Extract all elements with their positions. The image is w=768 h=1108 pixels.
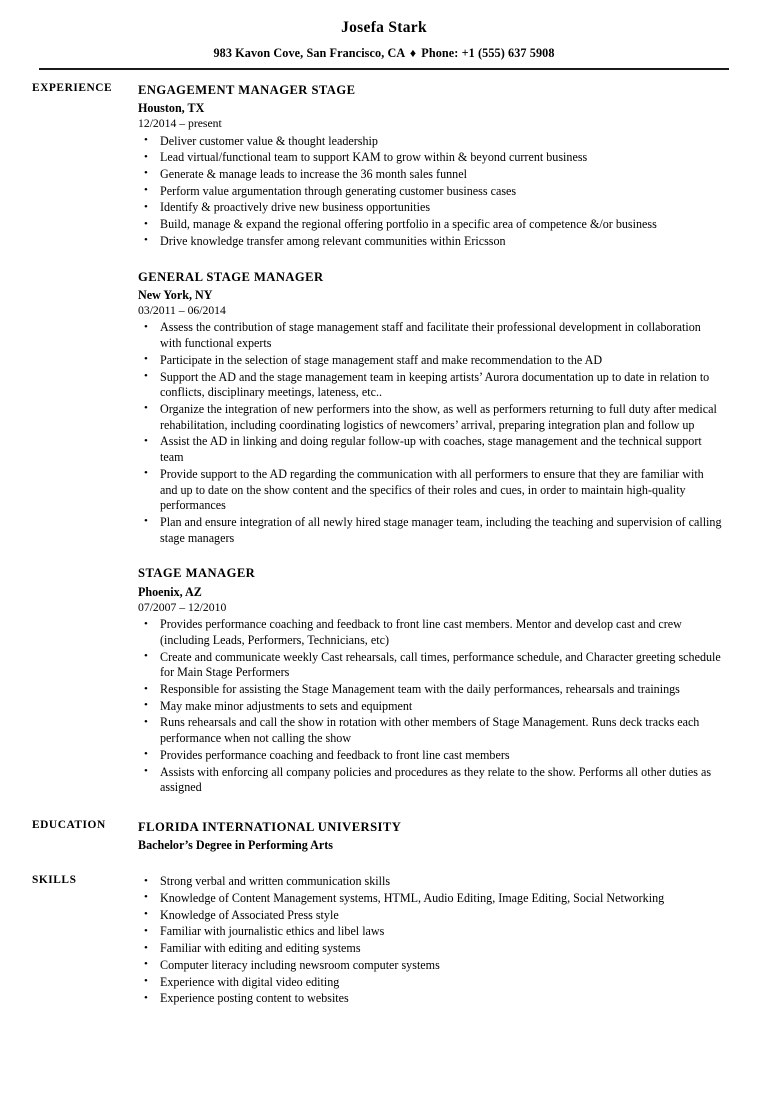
job-dates: 03/2011 – 06/2014 xyxy=(138,304,226,318)
bullet-item: • Participate in the selection of stage management staff and make recommendation to the AD xyxy=(138,353,722,369)
bullet-item: • Provide support to the AD regarding the communication with all performers to ensure that they are familiar with and up to date on the show content and the specifics of their roles and cues, in order to maintain high-quality performances xyxy=(138,467,722,514)
bullet-item: • Responsible for assisting the Stage Management team with the daily performances, rehearsals and trainings xyxy=(138,682,722,698)
skills-section-label: SKILLS xyxy=(32,874,77,887)
bullet-item: • Assist the AD in linking and doing regular follow-up with coaches, stage management and the technical support team xyxy=(138,434,722,465)
education-section xyxy=(0,818,768,854)
bullet-item: • Assess the contribution of stage management staff and facilitate their professional development in collaboration with functional experts xyxy=(138,320,722,351)
bullet-item: • Organize the integration of new performers into the show, as well as performers returning to full duty after medical rehabilitation, including coordinating logistics of newcomers’ arrival, preparing integration plan and follow up xyxy=(138,402,722,433)
skill-item: • Experience posting content to websites xyxy=(138,991,722,1007)
experience-entries xyxy=(138,81,722,796)
bullet-list xyxy=(138,134,722,250)
skills-list xyxy=(138,874,722,1007)
education-degree: Bachelor’s Degree in Performing Arts xyxy=(138,838,334,853)
contact-line xyxy=(0,46,768,62)
bullet-item: • Perform value argumentation through generating customer business cases xyxy=(138,184,722,200)
skill-item: • Strong verbal and written communication skills xyxy=(138,874,722,890)
bullet-item: • Generate & manage leads to increase the 36 month sales funnel xyxy=(138,167,722,183)
bullet-list xyxy=(138,617,722,796)
experience-section xyxy=(0,81,768,796)
education-school: FLORIDA INTERNATIONAL UNIVERSITY xyxy=(138,820,402,835)
bullet-item: • Identify & proactively drive new business opportunities xyxy=(138,200,722,216)
bullet-item: • Provides performance coaching and feedback to front line cast members. Mentor and develop cast and crew (including Leads, Performers, Technicians, etc) xyxy=(138,617,722,648)
resume-header xyxy=(0,0,768,70)
skill-item: • Experience with digital video editing xyxy=(138,975,722,991)
candidate-name: Josefa Stark xyxy=(341,19,427,36)
contact-phone: Phone: +1 (555) 637 5908 xyxy=(421,45,555,60)
diamond-separator-icon: ♦ xyxy=(409,45,417,60)
job-location: Phoenix, AZ xyxy=(138,584,202,599)
skill-item: • Knowledge of Content Management systems, HTML, Audio Editing, Image Editing, Social Networking xyxy=(138,891,722,907)
skill-item: • Familiar with journalistic ethics and libel laws xyxy=(138,924,722,940)
bullet-item: • Deliver customer value & thought leadership xyxy=(138,134,722,150)
bullet-item: • Assists with enforcing all company policies and procedures as they relate to the show. Performs all other duties as assigned xyxy=(138,765,722,796)
bullet-list xyxy=(138,320,722,546)
job-title: GENERAL STAGE MANAGER xyxy=(138,269,324,284)
bullet-item: • May make minor adjustments to sets and equipment xyxy=(138,699,722,715)
job-title: ENGAGEMENT MANAGER STAGE xyxy=(138,82,356,97)
skills-section xyxy=(0,873,768,1007)
education-section-label: EDUCATION xyxy=(32,819,106,832)
job-location: Houston, TX xyxy=(138,101,205,116)
bullet-item: • Create and communicate weekly Cast rehearsals, call times, performance schedule, and Character greeting schedule for Main Stage Performers xyxy=(138,650,722,681)
bullet-item: • Lead virtual/functional team to support KAM to grow within & beyond current business xyxy=(138,150,722,166)
contact-address: 983 Kavon Cove, San Francisco, CA xyxy=(213,45,405,60)
bullet-item: • Plan and ensure integration of all newly hired stage manager team, including the teaching and supervision of calling stage managers xyxy=(138,515,722,546)
bullet-item: • Provides performance coaching and feedback to front line cast members xyxy=(138,748,722,764)
job-title: STAGE MANAGER xyxy=(138,566,256,581)
skill-item: • Computer literacy including newsroom computer systems xyxy=(138,958,722,974)
job-dates: 07/2007 – 12/2010 xyxy=(138,600,227,614)
bullet-item: • Support the AD and the stage management team in keeping artists’ Aurora documentation up to date in relation to conflicts, disciplinary meetings, lateness, etc.. xyxy=(138,370,722,401)
job-location: New York, NY xyxy=(138,287,213,302)
experience-entry xyxy=(138,268,722,547)
skill-item: • Knowledge of Associated Press style xyxy=(138,908,722,924)
education-entry xyxy=(138,818,722,854)
skills-entries xyxy=(138,873,722,1007)
skill-item: • Familiar with editing and editing systems xyxy=(138,941,722,957)
experience-section-label: EXPERIENCE xyxy=(32,81,113,94)
education-entries xyxy=(138,818,722,854)
bullet-item: • Drive knowledge transfer among relevant communities within Ericsson xyxy=(138,234,722,250)
job-dates: 12/2014 – present xyxy=(138,117,222,131)
experience-entry xyxy=(138,564,722,796)
experience-entry xyxy=(138,81,722,250)
bullet-item: • Build, manage & expand the regional offering portfolio in a specific area of competence &/or business xyxy=(138,217,722,233)
header-divider xyxy=(39,68,729,70)
bullet-item: • Runs rehearsals and call the show in rotation with other members of Stage Management. Runs deck tracks each performance when not calling the show xyxy=(138,715,722,746)
